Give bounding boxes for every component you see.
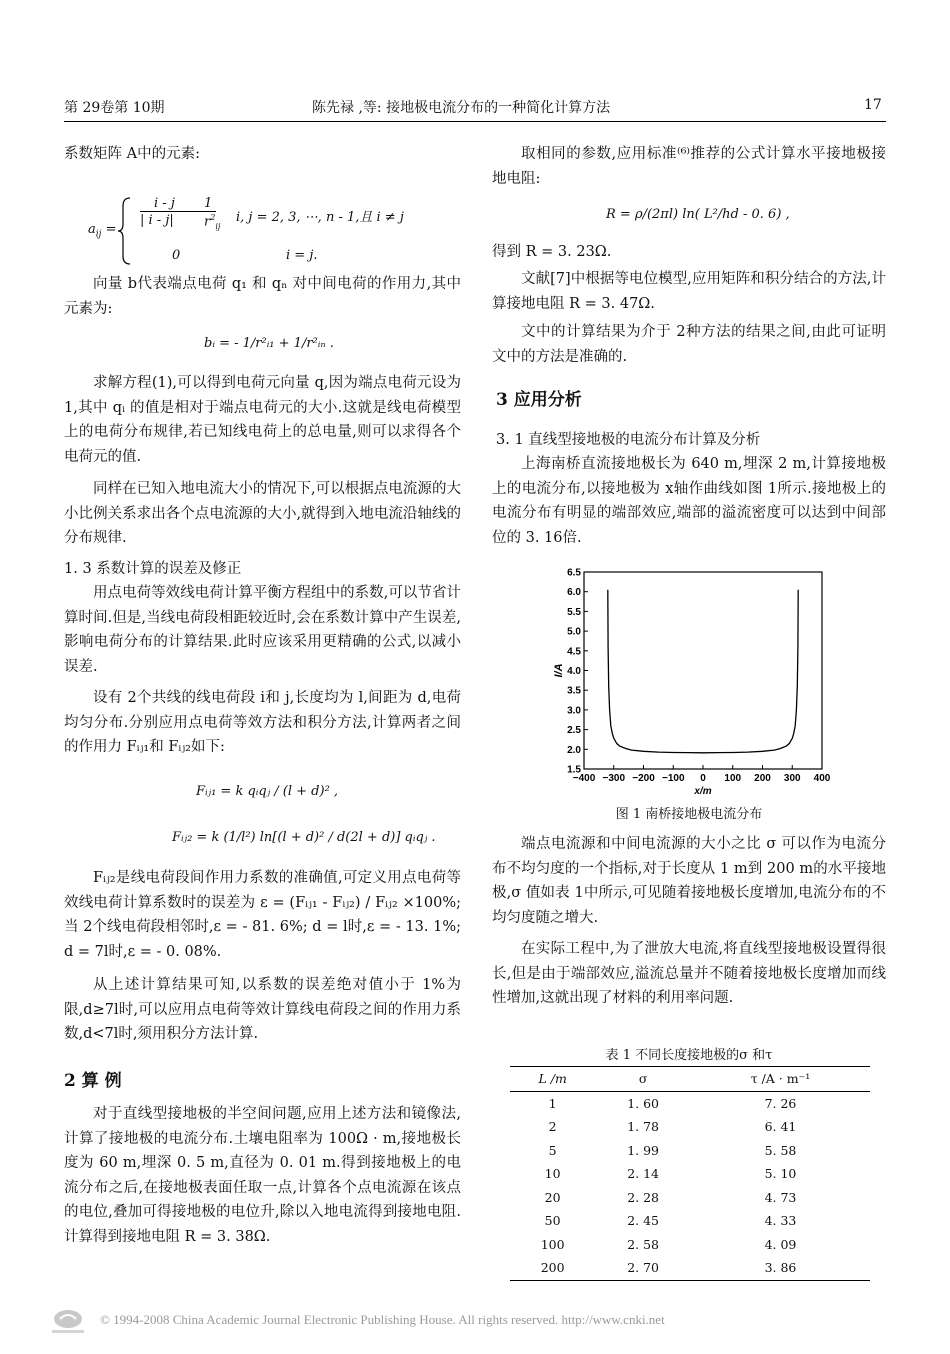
paragraph: 系数矩阵 A中的元素: (64, 146, 200, 162)
header-rule (64, 121, 886, 122)
table-cell: 4. 33 (764, 1213, 797, 1229)
table-row (510, 1233, 870, 1257)
table-cell: 50 (544, 1213, 561, 1229)
table-cell: 2. 45 (627, 1213, 659, 1229)
paragraph: 在实际工程中,为了泄放大电流,将直线型接地极设置得很长,但是由于端部效应,溢流总量并不随着接地极长度增加而线性增加,这就出现了材料的利用率问题. (492, 941, 886, 1006)
plot-frame (584, 572, 822, 769)
table-cell: 1. 60 (627, 1095, 659, 1111)
copyright-footer: © 1994-2008 China Academic Journal Electronic Publishing House. All rights reserved. http://www.cnki.net (100, 1312, 665, 1327)
brace-icon (118, 196, 132, 266)
table-row (510, 1091, 870, 1115)
table-cell: 20 (544, 1189, 561, 1205)
table-header-tau: τ /A · m⁻¹ (750, 1071, 811, 1087)
y-tick-label: 5.5 (567, 606, 581, 618)
paragraph: 取相同的参数,应用标准⁽⁶⁾推荐的公式计算水平接地极接地电阻: (492, 146, 886, 187)
table-cell: 6. 41 (764, 1119, 797, 1135)
table-cell: 4. 09 (764, 1236, 797, 1252)
x-tick-label: −300 (602, 773, 626, 784)
paragraph: 设有 2个共线的线电荷段 i和 j,长度均为 l,间距为 d,电荷均匀分布.分别应用点电荷等效方法和积分方法,计算两者之间的作用力 Fᵢⱼ₁和 Fᵢⱼ₂如下: (64, 690, 461, 755)
paragraph: 求解方程(1),可以得到电荷元向量 q,因为端点电荷元设为 1,其中 qᵢ 的值是相对于端点电荷元的大小.这就是线电荷模型上的电荷分布规律,若已知线电荷上的总电量,则可以求得各个电荷元的值. (64, 375, 461, 465)
paragraph: 用点电荷等效线电荷计算平衡方程组中的系数,可以节省计算时间.但是,当线电荷段相距较近时,会在系数计算中产生误差,影响电荷分布的计算结果.此时应该采用更精确的公式,以减小误差. (64, 585, 461, 675)
section-heading: 3 应用分析 (496, 390, 582, 410)
y-tick-label: 4.5 (567, 646, 581, 658)
running-title: 陈先禄 ,等: 接地极电流分布的一种简化计算方法 (312, 100, 611, 116)
x-tick-label: 300 (783, 773, 801, 784)
table-cell: 100 (540, 1236, 565, 1252)
table-cell: 5 (548, 1142, 557, 1158)
paragraph: 向量 b代表端点电荷 q₁ 和 qₙ 对中间电荷的作用力,其中元素为: (64, 276, 461, 317)
paragraph: 上海南桥直流接地极长为 640 m,埋深 2 m,计算接地极上的电流分布,以接地极为 x轴作曲线如图 1所示.接地极上的电流分布有明显的端部效应,端部的溢流密度可以达到中间部位的 3. 16倍. (492, 456, 886, 546)
data-table (510, 1066, 870, 1281)
table-cell: 1. 78 (627, 1119, 659, 1135)
subsection-heading: 3. 1 直线型接地极的电流分布计算及分析 (496, 432, 761, 448)
x-tick-label: −200 (632, 773, 655, 784)
paragraph: Fᵢⱼ₂是线电荷段间作用力系数的准确值,可定义用点电荷等效线电荷计算系数时的误差为 ε = (Fᵢⱼ₁ - Fᵢⱼ₂) / Fᵢⱼ₂ ×100%;当 2个线电荷段相邻时,ε = - 81. 6%; d = l时,ε = - 13. 1%; d = 7l时,ε = - 0. 08%. (64, 870, 461, 960)
paragraph: 文献[7]中根据等电位模型,应用矩阵和积分结合的方法,计算接地电阻 R = 3. 47Ω. (492, 271, 886, 312)
y-tick-label: 6.0 (567, 587, 581, 599)
table-row (510, 1139, 870, 1163)
table-row (510, 1209, 870, 1233)
table-cell: 5. 10 (764, 1166, 797, 1182)
table-header-length: L /m (538, 1071, 567, 1087)
page-number: 17 (864, 97, 882, 113)
y-tick-label: 3.5 (567, 685, 581, 697)
table-row (510, 1115, 870, 1139)
table-cell: 2. 28 (627, 1189, 659, 1205)
table-cell: 1. 99 (627, 1142, 659, 1158)
equation-r: R = ρ/(2πl) ln( L²/hd - 0. 6) , (606, 207, 790, 222)
y-tick-label: 4.0 (567, 666, 581, 677)
equation-fij1: Fᵢⱼ₁ = k qᵢqⱼ / (l + d)² , (196, 784, 339, 799)
x-tick-label: 100 (724, 773, 742, 784)
section-heading: 2 算 例 (64, 1071, 122, 1091)
table-cell: 2. 70 (627, 1260, 659, 1276)
y-tick-label: 5.0 (567, 626, 581, 638)
journal-volume: 第 29卷第 10期 (64, 100, 165, 116)
x-tick-label: 400 (813, 773, 831, 784)
subsection-heading: 1. 3 系数计算的误差及修正 (64, 561, 242, 577)
table-row (510, 1256, 870, 1280)
x-tick-label: 200 (754, 773, 771, 784)
figure-caption: 图 1 南桥接地极电流分布 (615, 807, 763, 822)
paragraph: 得到 R = 3. 23Ω. (492, 244, 612, 260)
equation-fij2: Fᵢⱼ₂ = k (1/l²) ln[(l + d)² / d(2l + d)] qᵢqⱼ . (172, 830, 436, 845)
table-cell: 2. 58 (627, 1236, 659, 1252)
table-cell: 2. 14 (627, 1166, 659, 1182)
current-distribution-chart (553, 564, 840, 798)
table-row (510, 1186, 870, 1210)
y-axis-label: I/A (553, 663, 565, 678)
x-tick-label: 0 (700, 773, 706, 784)
y-tick-label: 6.5 (567, 567, 581, 579)
table-row (510, 1162, 870, 1186)
table-caption: 表 1 不同长度接地极的σ 和τ (605, 1048, 773, 1063)
table-cell: 10 (544, 1166, 561, 1182)
table-cell: 2 (548, 1119, 557, 1135)
paragraph: 同样在已知入地电流大小的情况下,可以根据点电流源的大小比例关系求出各个点电流源的大小,就得到入地电流沿轴线的分布规律. (64, 481, 461, 546)
y-tick-label: 1.5 (567, 764, 581, 776)
x-tick-label: −400 (572, 773, 596, 784)
x-axis-label: x/m (694, 786, 712, 797)
table-cell: 5. 58 (764, 1142, 797, 1158)
paragraph: 对于直线型接地极的半空间问题,应用上述方法和镜像法,计算了接地极的电流分布.土壤电阻率为 100Ω · m,接地极长度为 60 m,埋深 0. 5 m,直径为 0. 01 m.得到接地极上的电流分布之后,在接地极表面任取一点,计算各个点电流源在该点的电位,叠加可得接地极的电位升,除以入地电流得到接地电阻.计算得到接地电阻 R = 3. 38Ω. (64, 1106, 461, 1245)
y-tick-label: 2.5 (567, 725, 581, 737)
table-header-sigma: σ (638, 1071, 648, 1087)
paragraph: 端点电流源和中间电流源的大小之比 σ 可以作为电流分布不均匀度的一个指标,对于长度从 1 m到 200 m的水平接地极,σ 值如表 1中所示,可见随着接地极长度增加,电流分布的不均匀度随之增大. (492, 836, 886, 926)
table-cell: 1 (548, 1095, 557, 1111)
table-cell: 7. 26 (764, 1095, 797, 1111)
paragraph: 文中的计算结果为介于 2种方法的结果之间,由此可证明文中的方法是准确的. (492, 324, 886, 365)
current-series-line (608, 590, 798, 753)
table-cell: 3. 86 (764, 1260, 797, 1276)
equation-bi: bᵢ = - 1/r²ᵢ₁ + 1/r²ᵢₙ . (204, 336, 334, 351)
table-cell: 4. 73 (764, 1189, 797, 1205)
y-tick-label: 3.0 (567, 705, 581, 717)
y-tick-label: 2.0 (567, 744, 581, 756)
x-tick-label: −100 (661, 773, 685, 784)
paragraph: 从上述计算结果可知,以系数的误差绝对值小于 1%为限,d≥7l时,可以应用点电荷等效计算线电荷段之间的作用力系数,d<7l时,须用积分方法计算. (64, 977, 461, 1042)
cnki-logo-icon (48, 1307, 88, 1335)
equation-aij: $a_{ij}$ = i - j | i - j| 1 $r^2_{ij}$ i, j = 2, 3, ⋯, n - 1,且 i ≠ j 0 i = j. (88, 196, 458, 266)
table-cell: 200 (540, 1260, 565, 1276)
